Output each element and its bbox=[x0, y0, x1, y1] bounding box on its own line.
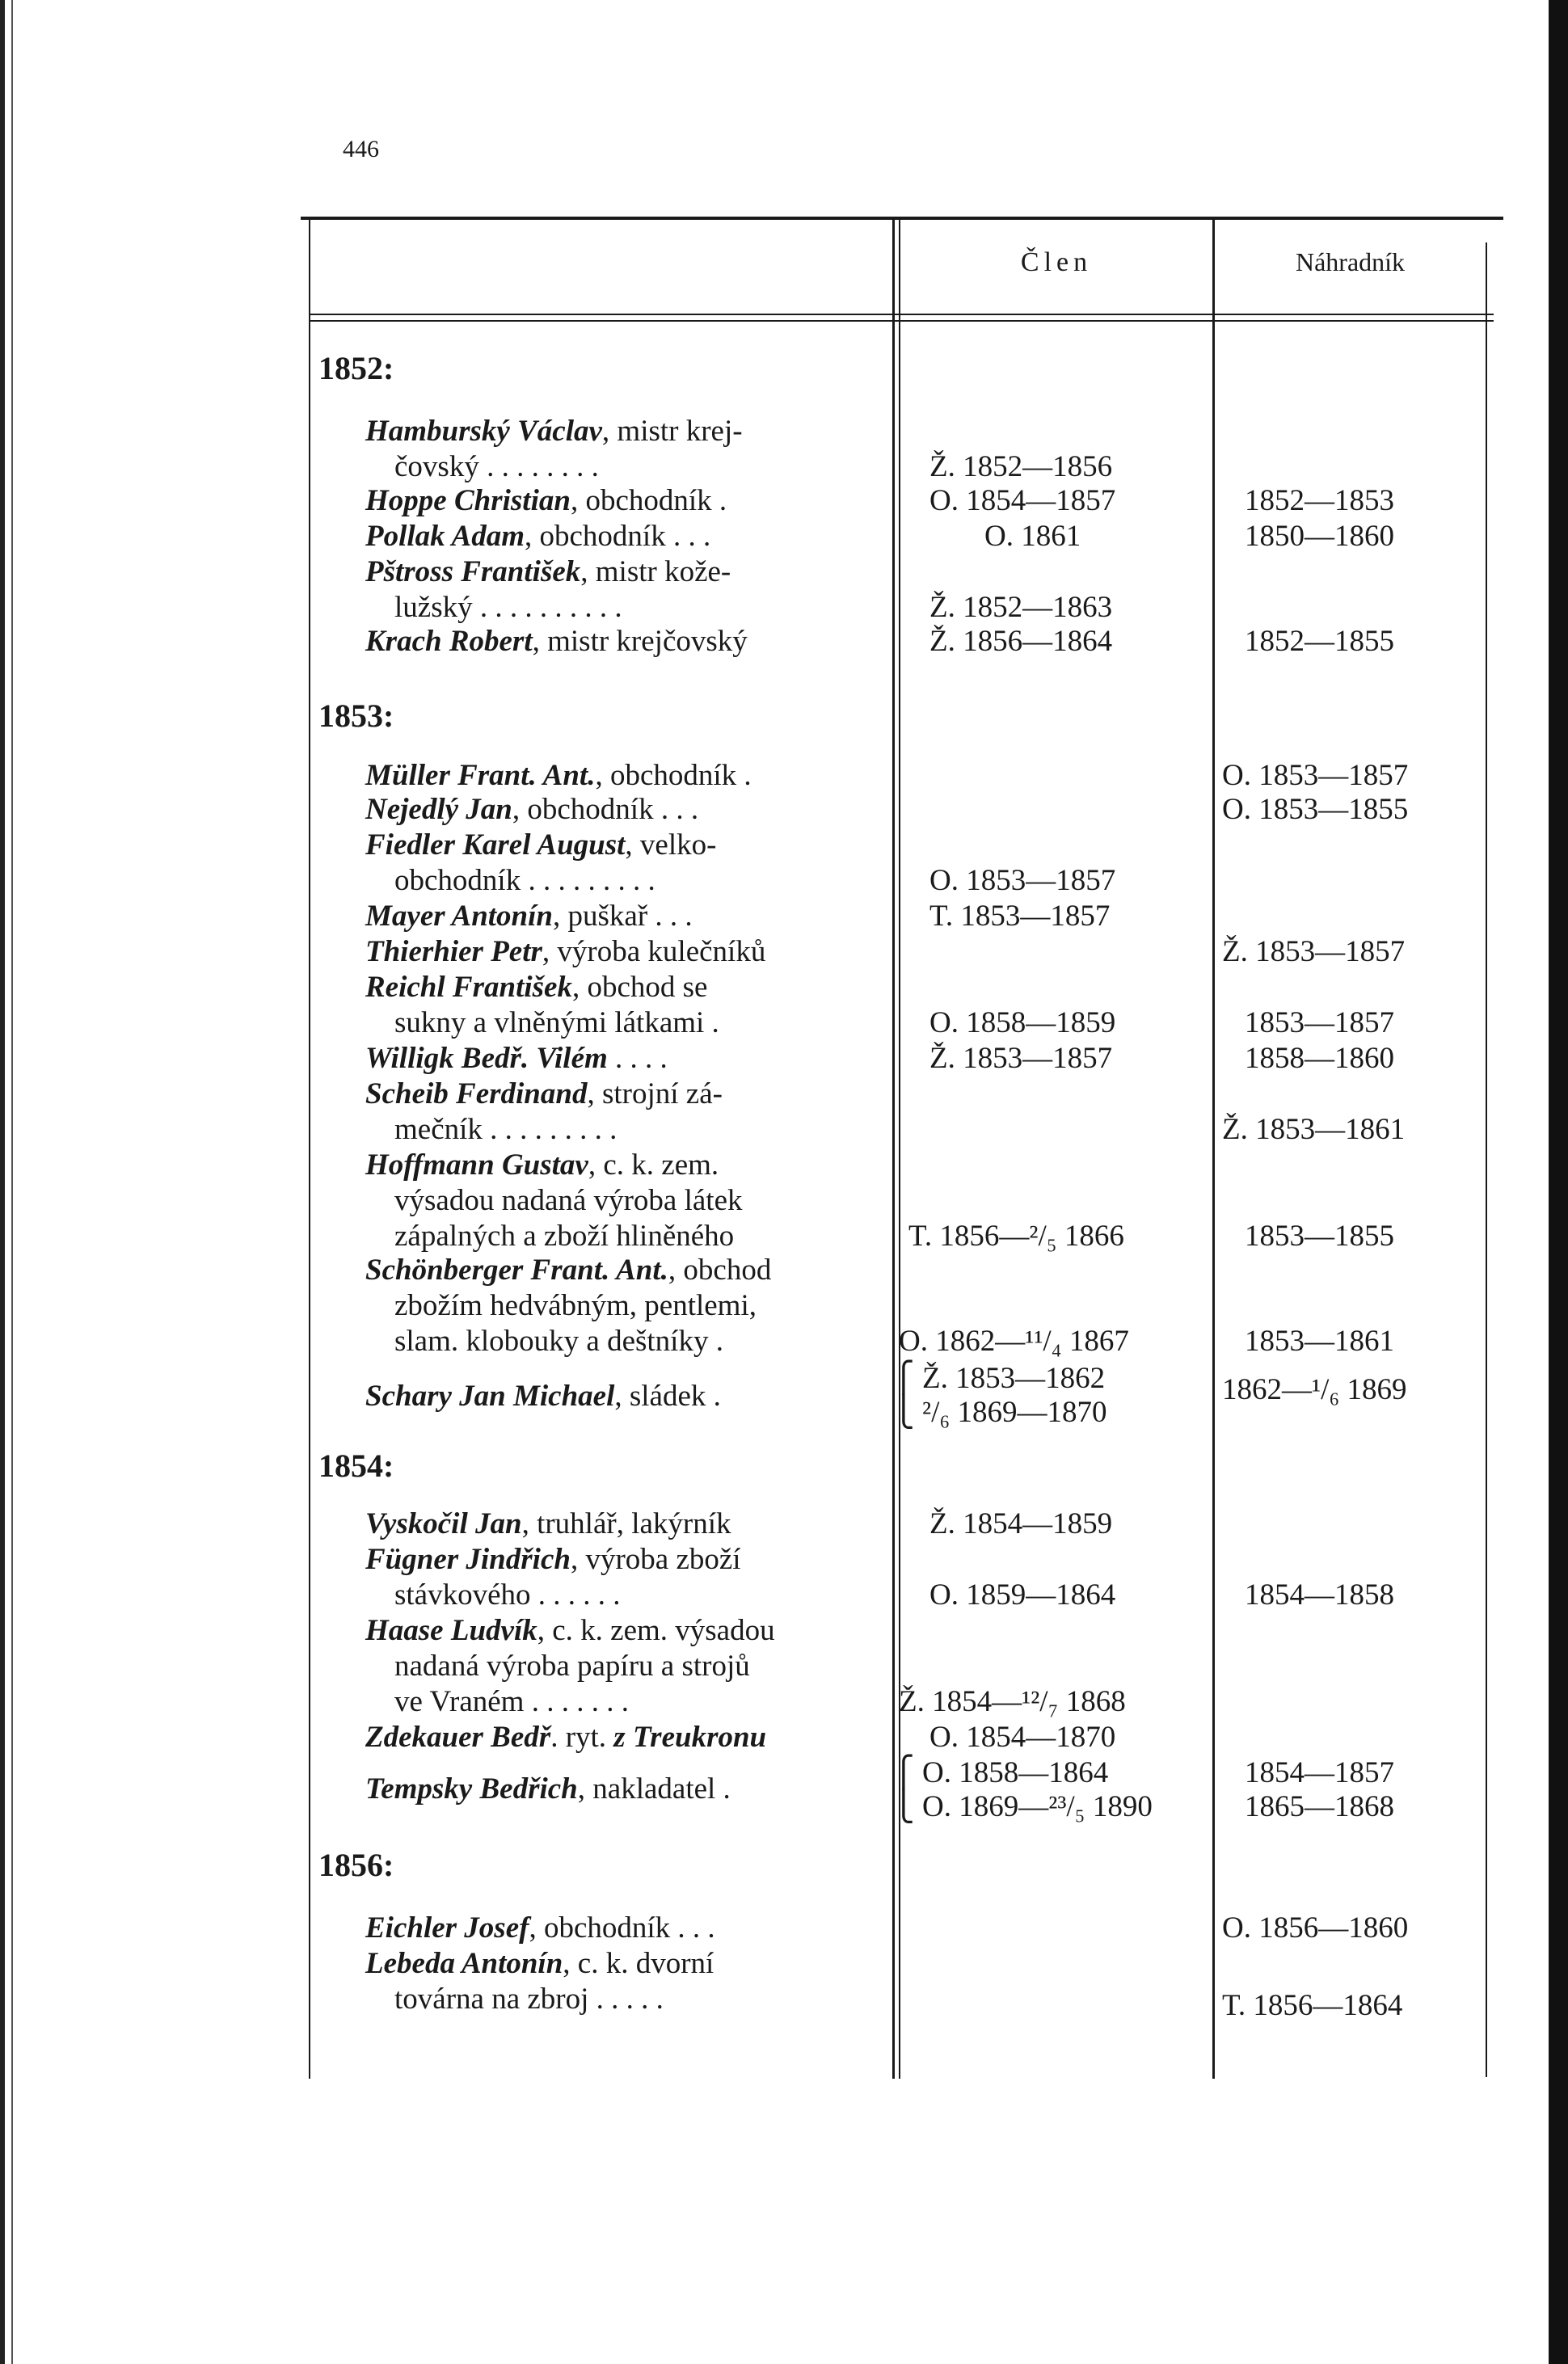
entry-name: Fügner Jindřich bbox=[365, 1543, 571, 1576]
entry-text: ve Vraném . . . . . . . bbox=[394, 1685, 629, 1718]
entry-text: mečník . . . . . . . . . bbox=[394, 1113, 618, 1146]
substitute-term: 1852—1855 bbox=[1245, 625, 1394, 658]
entry-line bbox=[365, 970, 707, 1005]
entry-name: z Treukronu bbox=[613, 1721, 767, 1754]
entry-name: Hamburský Václav bbox=[365, 415, 602, 448]
entry-line bbox=[365, 1542, 741, 1578]
entry-text: , obchodník . . . bbox=[512, 793, 699, 826]
entry-name: Tempsky Bedřich bbox=[365, 1772, 578, 1806]
entry-line bbox=[394, 1288, 757, 1324]
entry-name: Pštross František bbox=[365, 555, 581, 588]
member-term: ⎩ ²/₆ 1869—1870 bbox=[892, 1396, 1107, 1429]
entry-line bbox=[394, 1183, 743, 1219]
year-heading: 1856: bbox=[318, 1847, 394, 1883]
year-heading: 1852: bbox=[318, 350, 394, 386]
entry-line bbox=[365, 1077, 723, 1112]
substitute-term: Ž. 1853—1857 bbox=[1222, 935, 1406, 968]
entry-name: Willigk Bedř. Vilém bbox=[365, 1042, 608, 1075]
entry-text: nadaná výroba papíru a strojů bbox=[394, 1650, 750, 1683]
entry-name: Lebeda Antonín bbox=[365, 1947, 563, 1980]
entry-text: , obchodník . . . bbox=[529, 1911, 715, 1945]
entry-name: Nejedlý Jan bbox=[365, 793, 512, 826]
entry-text: obchodník . . . . . . . . . bbox=[394, 864, 655, 897]
substitute-term: 1854—1857 bbox=[1245, 1756, 1394, 1789]
entry-line bbox=[394, 1324, 723, 1359]
member-term: O. 1862—¹¹/₄ 1867 bbox=[899, 1325, 1129, 1358]
entry-line bbox=[365, 1041, 668, 1077]
member-term: O. 1859—1864 bbox=[929, 1578, 1116, 1612]
entry-name: Hoppe Christian bbox=[365, 484, 571, 517]
entry-text: , sládek . bbox=[614, 1380, 721, 1413]
entry-line bbox=[365, 758, 752, 794]
column-rule-right bbox=[1486, 242, 1487, 2077]
member-term: Ž. 1854—1859 bbox=[929, 1507, 1113, 1540]
entry-text: , mistr krej- bbox=[601, 415, 743, 448]
entry-text: , puškař . . . bbox=[553, 900, 693, 933]
entry-name: Mayer Antonín bbox=[365, 900, 553, 933]
entry-text: sukny a vlněnými látkami . bbox=[394, 1006, 719, 1039]
member-term: Ž. 1852—1863 bbox=[929, 591, 1113, 624]
substitute-term: O. 1853—1855 bbox=[1222, 793, 1409, 826]
column-header-member: Člen bbox=[1020, 247, 1093, 277]
entry-text: , obchodník . bbox=[595, 759, 752, 792]
entry-line bbox=[394, 1578, 621, 1613]
header-rule-double bbox=[309, 320, 1494, 322]
entry-line bbox=[394, 863, 655, 899]
entry-name: Müller Frant. Ant. bbox=[365, 759, 596, 792]
entry-text: , c. k. zem. výsadou bbox=[537, 1614, 775, 1647]
entry-name: Zdekauer Bedř bbox=[365, 1721, 551, 1754]
entry-name: Thierhier Petr bbox=[365, 935, 542, 968]
entry-line bbox=[365, 1379, 721, 1414]
entry-text: , nakladatel . bbox=[577, 1772, 731, 1806]
column-rule-left bbox=[309, 220, 310, 2079]
entry-text: . ryt. bbox=[550, 1721, 614, 1754]
substitute-term: Ž. 1853—1861 bbox=[1222, 1113, 1406, 1146]
entry-name: Scheib Ferdinand bbox=[365, 1077, 588, 1110]
column-header-substitute: Náhradník bbox=[1295, 247, 1406, 276]
entry-text: , mistr kože- bbox=[580, 555, 731, 588]
entry-text: výsadou nadaná výroba látek bbox=[394, 1184, 743, 1217]
entry-line bbox=[365, 828, 716, 863]
substitute-term: T. 1856—1864 bbox=[1222, 1989, 1403, 2022]
entry-line bbox=[394, 1112, 617, 1148]
substitute-term: O. 1853—1857 bbox=[1222, 759, 1409, 792]
entry-text: stávkového . . . . . . bbox=[394, 1578, 621, 1612]
entry-text: , c. k. dvorní bbox=[563, 1947, 714, 1980]
substitute-term: 1862—¹/₆ 1869 bbox=[1222, 1373, 1407, 1406]
member-term: O. 1858—1859 bbox=[929, 1006, 1116, 1039]
entry-line bbox=[365, 1148, 719, 1183]
member-term: Ž. 1854—¹²/₇ 1868 bbox=[899, 1685, 1126, 1718]
entry-text: čovský . . . . . . . . bbox=[394, 450, 599, 483]
substitute-term: O. 1856—1860 bbox=[1222, 1911, 1409, 1945]
member-term: O. 1854—1857 bbox=[929, 484, 1116, 517]
entry-text: lužský . . . . . . . . . . bbox=[394, 591, 622, 624]
entry-line bbox=[365, 554, 731, 590]
entry-name: Haase Ludvík bbox=[365, 1614, 537, 1647]
entry-line bbox=[394, 590, 622, 626]
entry-name: Schönberger Frant. Ant. bbox=[365, 1254, 668, 1287]
entry-text: slam. klobouky a deštníky . bbox=[394, 1325, 723, 1358]
entry-text: zápalných a zboží hliněného bbox=[394, 1220, 735, 1253]
substitute-term: 1850—1860 bbox=[1245, 520, 1394, 553]
year-heading: 1853: bbox=[318, 697, 394, 734]
entry-line bbox=[365, 1253, 771, 1288]
table-top-rule bbox=[301, 217, 1503, 220]
entry-text: , strojní zá- bbox=[587, 1077, 723, 1110]
scan-border-left bbox=[0, 0, 5, 2364]
scan-border-right bbox=[1549, 0, 1568, 2364]
entry-text: , truhlář, lakýrník bbox=[521, 1507, 731, 1540]
scan-border-left-line bbox=[11, 0, 13, 2364]
substitute-term: 1852—1853 bbox=[1245, 484, 1394, 517]
entry-text: , obchodník . bbox=[570, 484, 727, 517]
entry-name: Krach Robert bbox=[365, 625, 533, 658]
substitute-term: 1853—1857 bbox=[1245, 1006, 1394, 1039]
entry-line bbox=[365, 1772, 731, 1807]
header-rule bbox=[309, 314, 1494, 315]
member-term: O. 1861 bbox=[984, 520, 1081, 553]
member-term: Ž. 1852—1856 bbox=[929, 450, 1113, 483]
column-rule-member-substitute bbox=[1212, 220, 1215, 2079]
entry-line bbox=[365, 1720, 766, 1755]
entry-name: Eichler Josef bbox=[365, 1911, 529, 1945]
entry-text: . . . . bbox=[607, 1042, 668, 1075]
entry-line bbox=[394, 1982, 664, 2017]
substitute-term: 1853—1855 bbox=[1245, 1220, 1394, 1253]
entry-text: , výroba zboží bbox=[570, 1543, 741, 1576]
entry-text: , obchodník . . . bbox=[525, 520, 711, 553]
substitute-term: 1865—1868 bbox=[1245, 1790, 1394, 1823]
entry-line bbox=[394, 1649, 750, 1684]
page-number: 446 bbox=[343, 136, 379, 162]
entry-line bbox=[365, 483, 727, 519]
entry-text: , obchod se bbox=[571, 971, 708, 1004]
entry-line bbox=[394, 449, 599, 485]
entry-text: , výroba kulečníků bbox=[542, 935, 766, 968]
entry-text: továrna na zbroj . . . . . bbox=[394, 1983, 664, 2016]
entry-line bbox=[365, 1613, 775, 1649]
substitute-term: 1853—1861 bbox=[1245, 1325, 1394, 1358]
member-term: ⎧ O. 1858—1864 bbox=[892, 1756, 1109, 1789]
entry-text: , obchod bbox=[668, 1254, 772, 1287]
entry-line bbox=[365, 519, 710, 554]
entry-name: Reichl František bbox=[365, 971, 572, 1004]
entry-text: , mistr krejčovský bbox=[532, 625, 748, 658]
entry-line bbox=[365, 934, 765, 970]
entry-text: , velko- bbox=[625, 828, 717, 862]
entry-name: Vyskočil Jan bbox=[365, 1507, 522, 1540]
entry-text: , c. k. zem. bbox=[588, 1148, 719, 1182]
entry-line bbox=[365, 414, 743, 449]
entry-line bbox=[365, 1506, 731, 1542]
entry-name: Schary Jan Michael bbox=[365, 1380, 615, 1413]
member-term: O. 1854—1870 bbox=[929, 1721, 1116, 1754]
entry-line bbox=[394, 1684, 629, 1720]
member-term: Ž. 1856—1864 bbox=[929, 625, 1113, 658]
year-heading: 1854: bbox=[318, 1447, 394, 1484]
entry-line bbox=[394, 1219, 734, 1254]
entry-name: Fiedler Karel August bbox=[365, 828, 626, 862]
entry-line bbox=[394, 1005, 719, 1041]
entry-line bbox=[365, 1946, 714, 1982]
member-term: ⎩ O. 1869—²³/₅ 1890 bbox=[892, 1790, 1153, 1823]
entry-text: zbožím hedvábným, pentlemi, bbox=[394, 1289, 757, 1322]
member-term: T. 1856—²/₅ 1866 bbox=[908, 1220, 1124, 1253]
substitute-term: 1858—1860 bbox=[1245, 1042, 1394, 1075]
entry-name: Hoffmann Gustav bbox=[365, 1148, 588, 1182]
member-term: ⎧ Ž. 1853—1862 bbox=[892, 1362, 1106, 1395]
member-term: O. 1853—1857 bbox=[929, 864, 1116, 897]
member-term: T. 1853—1857 bbox=[929, 900, 1111, 933]
entry-name: Pollak Adam bbox=[365, 520, 525, 553]
entry-line bbox=[365, 1911, 715, 1946]
member-term: Ž. 1853—1857 bbox=[929, 1042, 1113, 1075]
substitute-term: 1854—1858 bbox=[1245, 1578, 1394, 1612]
entry-line bbox=[365, 624, 748, 659]
entry-line bbox=[365, 792, 698, 828]
entry-line bbox=[365, 899, 693, 934]
